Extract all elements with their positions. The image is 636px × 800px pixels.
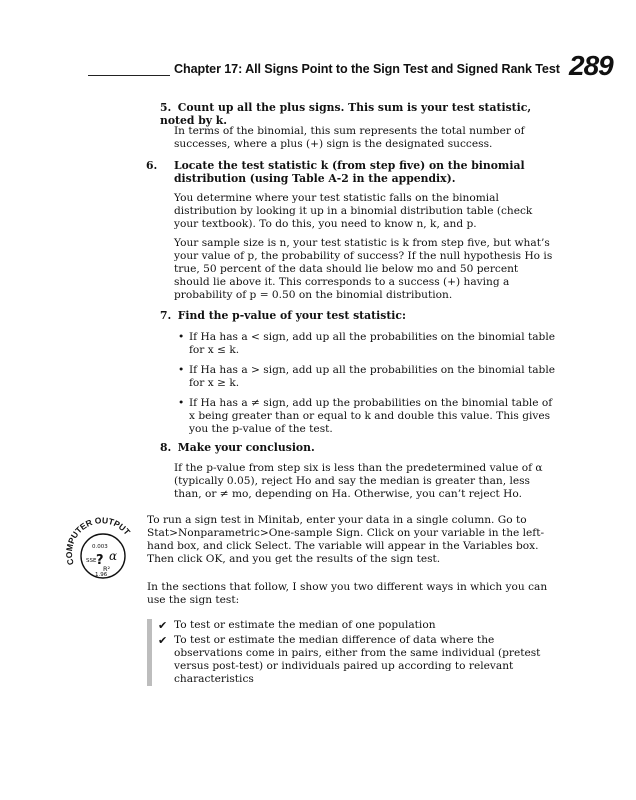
badge-arc-text: COMPUTER OUTPUT bbox=[63, 515, 133, 567]
bullet-item: • If Ha has a > sign, add up all the probabilities on the binomial table for x ≥ k. bbox=[178, 364, 555, 389]
bullet-dot-icon: • bbox=[178, 331, 185, 343]
step-heading: Make your conclusion. bbox=[177, 441, 315, 454]
chapter-title: Chapter 17: All Signs Point to the Sign Test and Signed Rank Test bbox=[174, 62, 560, 76]
computer-output-badge-icon bbox=[62, 512, 144, 594]
step-number: 5. bbox=[160, 101, 172, 114]
checklist bbox=[147, 619, 564, 686]
step6-body-2: Your sample size is n, your test statistic is k from step five, but what’s your value of p, the probability of success? If the null hypothesis Ho is true, 50 percent of the data should lie below mo and 50 percent should lie above it. This corresponds to a success (+) having a probability of p = 0.50 on the binomial distribution. bbox=[174, 237, 553, 301]
step-number: 6. bbox=[146, 159, 158, 172]
step-7 bbox=[160, 309, 560, 322]
step-heading: Locate the test statistic k (from step five) on the binomial distribution (using Table A-2 in the appendix). bbox=[174, 159, 525, 185]
minitab-note: To run a sign test in Minitab, enter your data in a single column. Go to Stat>Nonparametric>One-sample Sign. Click on your variable in the left-hand box, and click Select. The variable will appear in the Variables box. Then click OK, and you get the results of the sign test. bbox=[147, 514, 545, 565]
step-6 bbox=[146, 159, 560, 185]
step-5 bbox=[160, 101, 560, 127]
step5-body: In terms of the binomial, this sum represents the total number of successes, where a plus (+) sign is the designated success. bbox=[174, 125, 525, 150]
bullet-item: • If Ha has a ≠ sign, add up the probabilities on the binomial table of x being greater than or equal to k and double this value. This gives you the p-value of the test. bbox=[178, 397, 553, 435]
bullet-dot-icon: • bbox=[178, 364, 185, 376]
sections-intro: In the sections that follow, I show you two different ways in which you can use the sign test: bbox=[147, 581, 548, 606]
page-number: 289 bbox=[569, 50, 613, 81]
header-rule bbox=[88, 75, 170, 76]
badge-value: 0.003 bbox=[92, 544, 108, 550]
step-heading: Find the p-value of your test statistic: bbox=[177, 309, 406, 322]
badge-196: 1.96 bbox=[95, 572, 108, 578]
check-mark-icon: ✔ bbox=[158, 634, 168, 647]
step-number: 8. bbox=[160, 441, 172, 454]
badge-r2: R² bbox=[103, 565, 111, 573]
badge-sse: SSE bbox=[86, 558, 97, 564]
step6-body-1: You determine where your test statistic falls on the binomial distribution by looking it up in a binomial distribution table (check your textbook). To do this, you need to know n, k, and p. bbox=[174, 192, 533, 230]
step8-body: If the p-value from step six is less than the predetermined value of α (typically 0.05), reject Ho and say the median is greater than, less than, or ≠ mo, depending on Ha. Otherwise, you can’t reject Ho. bbox=[174, 462, 543, 500]
check-mark-icon: ✔ bbox=[158, 619, 168, 632]
step-heading: Count up all the plus signs. This sum is your test statistic, noted by k. bbox=[160, 101, 532, 127]
question-mark-icon: ? bbox=[96, 553, 104, 568]
list-item: ✔ To test or estimate the median of one population bbox=[158, 619, 436, 632]
step-8 bbox=[160, 441, 560, 454]
bullet-item: • If Ha has a < sign, add up all the probabilities on the binomial table for x ≤ k. bbox=[178, 331, 555, 356]
badge-alpha: α bbox=[109, 549, 118, 563]
list-item: ✔ To test or estimate the median difference of data where the observations come in pairs, either from the same individual (pretest versus post-test) or individuals paired up according to relevant characteristics bbox=[158, 634, 541, 685]
step-number: 7. bbox=[160, 309, 172, 322]
bullet-dot-icon: • bbox=[178, 397, 185, 409]
